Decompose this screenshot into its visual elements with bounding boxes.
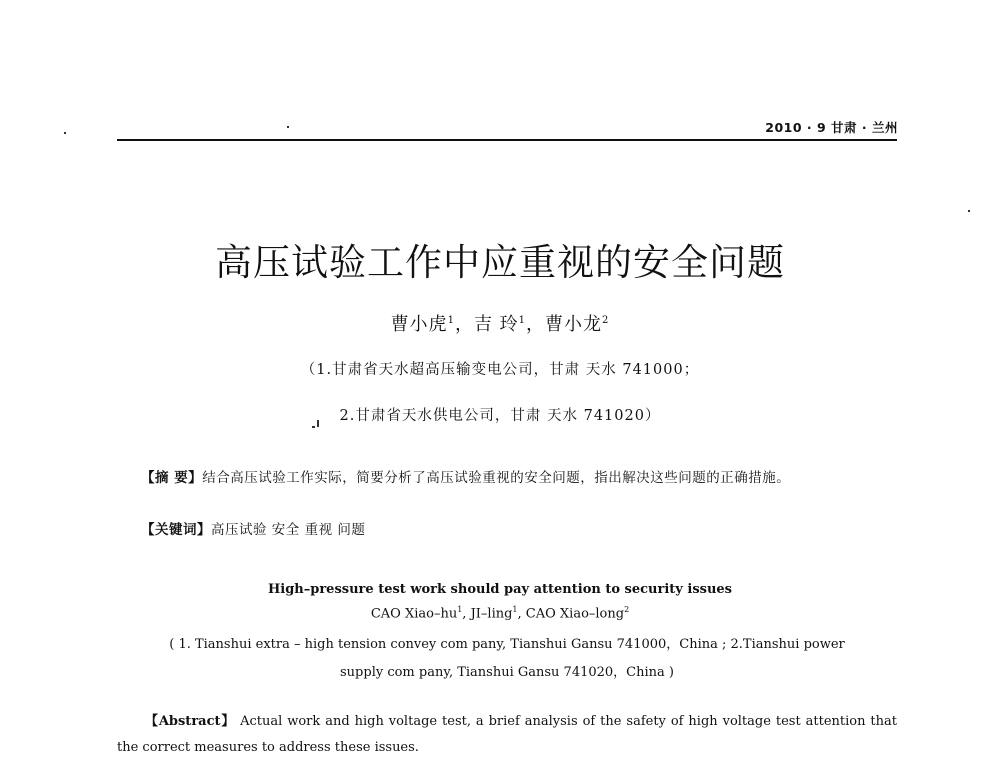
author-affiliation-mark: 1 <box>447 315 455 326</box>
english-author-name: CAO Xiao–long <box>525 606 625 622</box>
scan-speck <box>64 132 66 134</box>
author-name: 吉 玲 <box>473 314 519 335</box>
scan-speck <box>312 426 315 428</box>
affiliation-cn-line1: （1.甘肃省天水超高压输变电公司，甘肃 天水 741000； <box>300 362 700 378</box>
english-abstract-text: Actual work and high voltage test, a brief analysis of the safety of high voltage test attention that the correct measures to address these issues. <box>117 714 897 755</box>
english-author-affiliation-mark: 2 <box>624 605 630 614</box>
english-author-name: CAO Xiao–hu <box>370 606 458 622</box>
author-list <box>0 310 1000 336</box>
author-name: 曹小虎 <box>390 314 448 335</box>
author-affiliation-mark: 2 <box>602 315 610 326</box>
paper-title: 高压试验工作中应重视的安全问题 <box>215 241 785 284</box>
running-head: 2010 · 9 甘肃 · 兰州 <box>765 120 898 135</box>
english-abstract-label: 【Abstract】 <box>145 714 236 729</box>
english-author-name: JI–ling <box>470 606 513 622</box>
english-title: High–pressure test work should pay attention to security issues <box>267 582 732 597</box>
english-author-separator: , <box>462 606 471 622</box>
author-separator: ， <box>454 314 474 335</box>
english-author-separator: , <box>517 606 526 622</box>
scan-speck <box>317 420 319 427</box>
keywords-cn-label: 【关键词】 <box>141 522 211 538</box>
author-separator: ， <box>526 314 546 335</box>
affiliation-cn-line2: 2.甘肃省天水供电公司，甘肃 天水 741020） <box>339 408 661 424</box>
keywords-cn-text: 高压试验 安全 重视 问题 <box>211 522 366 538</box>
keywords-cn <box>141 518 365 538</box>
english-author-affiliation-mark: 1 <box>457 605 463 614</box>
author-name: 曹小龙 <box>545 314 603 335</box>
english-author-affiliation-mark: 1 <box>512 605 518 614</box>
english-affiliation-line2: supply com pany, Tianshui Gansu 741020，China ) <box>340 665 674 680</box>
author-affiliation-mark: 1 <box>518 315 527 326</box>
scan-speck <box>968 210 970 212</box>
header-rule <box>117 139 897 141</box>
abstract-cn-label: 【摘 要】 <box>141 470 203 486</box>
english-author-list <box>0 605 1000 621</box>
scan-speck <box>287 126 289 128</box>
abstract-cn <box>117 467 897 489</box>
english-affiliation-line1: ( 1. Tianshui extra – high tension convey com pany, Tianshui Gansu 741000，China ; 2.Tianshui power <box>169 637 845 652</box>
abstract-cn-text: 结合高压试验工作实际，简要分析了高压试验重视的安全问题，指出解决这些问题的正确措施。 <box>202 470 791 486</box>
english-abstract <box>117 709 897 761</box>
